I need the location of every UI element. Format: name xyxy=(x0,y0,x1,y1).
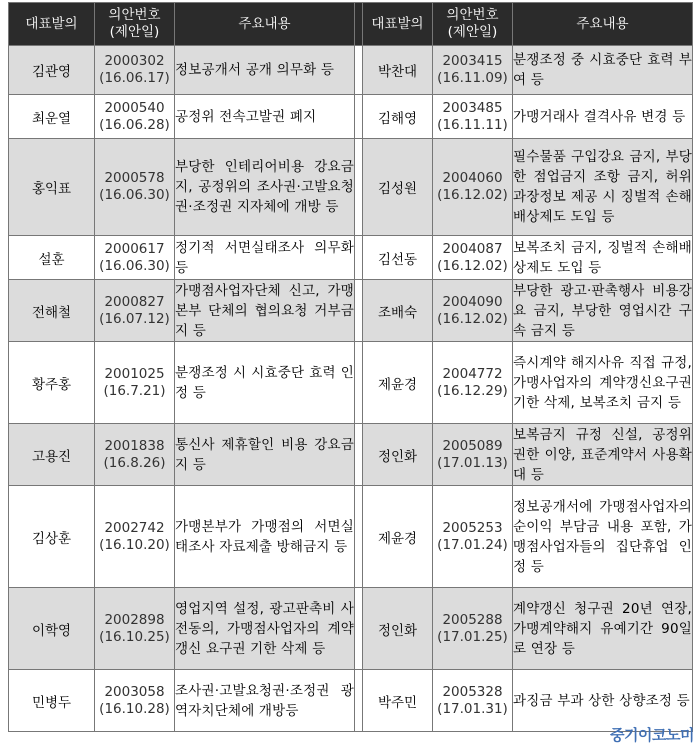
proposal-date: (17.01.13) xyxy=(437,454,508,471)
proposal-date: (16.8.26) xyxy=(103,454,166,471)
bill-number: 2005328 xyxy=(442,683,503,700)
proposer-name: 제윤경 xyxy=(363,342,433,424)
header-bill-no xyxy=(95,3,175,46)
proposer-name: 김관영 xyxy=(9,46,95,95)
bill-number-cell xyxy=(433,588,513,670)
column-separator xyxy=(355,46,363,95)
bill-content: 공정위 전속고발권 폐지 xyxy=(175,95,355,139)
proposal-date: (16.12.02) xyxy=(437,257,508,274)
table-row xyxy=(9,342,693,424)
bill-content: 가맹본부가 가맹점의 서면실태조사 자료제출 방해금지 등 xyxy=(175,486,355,588)
proposal-date: (16.10.20) xyxy=(99,536,170,553)
table-row xyxy=(9,670,693,732)
proposal-date: (16.06.28) xyxy=(99,116,170,133)
proposer-name: 김상훈 xyxy=(9,486,95,588)
column-separator xyxy=(355,486,363,588)
bill-number: 2001025 xyxy=(104,365,165,382)
proposer-name: 박주민 xyxy=(363,670,433,732)
bill-content: 조사권·고발요청권·조정권 광역자치단체에 개방등 xyxy=(175,670,355,732)
bill-content: 영업지역 설정, 광고판촉비 사전동의, 가맹점사업자의 계약갱신 요구권 기한 삭제 등 xyxy=(175,588,355,670)
proposer-name: 제윤경 xyxy=(363,486,433,588)
bill-number: 2004087 xyxy=(442,240,503,257)
column-separator xyxy=(355,3,363,46)
bill-number-cell xyxy=(433,139,513,236)
bill-number-cell xyxy=(95,342,175,424)
proposal-date: (16.12.02) xyxy=(437,187,508,203)
proposal-date: (16.7.21) xyxy=(103,382,166,399)
bill-number-cell xyxy=(433,95,513,139)
proposer-name: 정인화 xyxy=(363,424,433,486)
bill-content: 과징금 부과 상한 상향조정 등 xyxy=(513,670,693,732)
header-bill-no-label: 의안번호 xyxy=(108,7,161,23)
bill-content: 정보공개서 공개 의무화 등 xyxy=(175,46,355,95)
column-separator xyxy=(355,670,363,732)
bill-content: 보복조치 금지, 징벌적 손해배상제도 도입 등 xyxy=(513,236,693,280)
bill-number: 2003058 xyxy=(104,683,165,700)
bill-number-cell xyxy=(95,486,175,588)
bill-number-cell xyxy=(433,236,513,280)
proposer-name: 설훈 xyxy=(9,236,95,280)
bill-number-cell xyxy=(433,342,513,424)
proposer-name: 김선동 xyxy=(363,236,433,280)
publisher-credit: 중기이코노미 xyxy=(610,726,694,744)
table-row xyxy=(9,588,693,670)
bill-number: 2005288 xyxy=(442,611,503,628)
bill-number-cell xyxy=(95,424,175,486)
bill-number-cell xyxy=(433,670,513,732)
proposer-name: 최운열 xyxy=(9,95,95,139)
column-separator xyxy=(355,236,363,280)
bill-number-cell xyxy=(433,280,513,342)
proposer-name: 민병두 xyxy=(9,670,95,732)
bill-content: 부당한 광고·판촉행사 비용강요 금지, 부당한 영업시간 구속 금지 등 xyxy=(513,280,693,342)
bill-content: 가맹거래사 결격사유 변경 등 xyxy=(513,95,693,139)
bill-content: 필수물품 구입강요 금지, 부당한 점업금지 조항 금지, 허위과장정보 제공 시 징벌적 손해배상제도 도입 등 xyxy=(513,139,693,236)
bill-number-cell xyxy=(433,424,513,486)
column-separator xyxy=(355,424,363,486)
bill-number-cell xyxy=(95,46,175,95)
bill-table xyxy=(8,2,693,732)
column-separator xyxy=(355,280,363,342)
header-proposer: 대표발의 xyxy=(9,3,95,46)
table-row xyxy=(9,139,693,236)
bill-number-cell xyxy=(95,280,175,342)
header-content: 주요내용 xyxy=(175,3,355,46)
bill-number: 2001838 xyxy=(104,437,165,454)
bill-content: 부당한 인테리어비용 강요금지, 공정위의 조사권·고발요청권·조정권 지자체에 개방 등 xyxy=(175,139,355,236)
header-proposer: 대표발의 xyxy=(363,3,433,46)
bill-content: 분쟁조정 중 시효중단 효력 부여 등 xyxy=(513,46,693,95)
proposer-name: 홍익표 xyxy=(9,139,95,236)
bill-content: 정기적 서면실태조사 의무화 등 xyxy=(175,236,355,280)
proposal-date: (16.12.02) xyxy=(437,310,508,327)
bill-number: 2003485 xyxy=(442,99,503,116)
table-row xyxy=(9,280,693,342)
proposal-date: (16.06.17) xyxy=(99,70,170,86)
proposal-date: (17.01.25) xyxy=(437,628,508,645)
bill-number-cell xyxy=(95,670,175,732)
column-separator xyxy=(355,139,363,236)
header-date-label: (제안일) xyxy=(109,24,160,40)
proposer-name: 전해철 xyxy=(9,280,95,342)
bill-number: 2002742 xyxy=(104,519,165,536)
bill-number: 2004060 xyxy=(442,170,503,186)
bill-number: 2003415 xyxy=(442,53,503,69)
proposer-name: 김성원 xyxy=(363,139,433,236)
proposal-date: (16.11.09) xyxy=(437,70,508,86)
proposer-name: 조배숙 xyxy=(363,280,433,342)
proposer-name: 박찬대 xyxy=(363,46,433,95)
bill-content: 즉시계약 해지사유 직접 규정, 가맹사업자의 계약갱신요구권 기한 삭제, 보복조치 금지 등 xyxy=(513,342,693,424)
proposer-name: 김해영 xyxy=(363,95,433,139)
bill-number: 2000617 xyxy=(104,240,165,257)
bill-content: 분쟁조정 시 시효중단 효력 인정 등 xyxy=(175,342,355,424)
proposer-name: 황주홍 xyxy=(9,342,95,424)
header-date-label: (제안일) xyxy=(447,24,498,40)
bill-number: 2000827 xyxy=(104,293,165,310)
header-bill-no xyxy=(433,3,513,46)
proposer-name: 이학영 xyxy=(9,588,95,670)
bill-number: 2000578 xyxy=(104,170,165,186)
proposer-name: 고용진 xyxy=(9,424,95,486)
bill-number-cell xyxy=(95,139,175,236)
bill-number: 2005089 xyxy=(442,437,503,454)
proposal-date: (16.12.29) xyxy=(437,382,508,399)
bill-table-wrapper xyxy=(8,2,692,732)
bill-number-cell xyxy=(95,236,175,280)
header-content: 주요내용 xyxy=(513,3,693,46)
bill-number-cell xyxy=(95,588,175,670)
proposal-date: (16.10.28) xyxy=(99,700,170,717)
proposal-date: (16.06.30) xyxy=(99,187,170,203)
bill-content: 계약갱신 청구권 20년 연장, 가맹계약해지 유예기간 90일로 연장 등 xyxy=(513,588,693,670)
column-separator xyxy=(355,95,363,139)
bill-number: 2005253 xyxy=(442,519,503,536)
table-row xyxy=(9,95,693,139)
bill-number-cell xyxy=(95,95,175,139)
header-row xyxy=(9,3,693,46)
proposal-date: (17.01.24) xyxy=(437,536,508,553)
header-bill-no-label: 의안번호 xyxy=(446,7,499,23)
bill-content: 통신사 제휴할인 비용 강요금지 등 xyxy=(175,424,355,486)
column-separator xyxy=(355,342,363,424)
bill-number-cell xyxy=(433,46,513,95)
table-row xyxy=(9,46,693,95)
bill-content: 정보공개서에 가맹점사업자의 순이익 부담금 내용 포함, 가맹점사업자들의 집단휴업 인정 등 xyxy=(513,486,693,588)
proposal-date: (17.01.31) xyxy=(437,700,508,717)
bill-content: 보복금지 규정 신설, 공정위 권한 이양, 표준계약서 사용확대 등 xyxy=(513,424,693,486)
table-row xyxy=(9,236,693,280)
proposer-name: 정인화 xyxy=(363,588,433,670)
bill-number: 2004090 xyxy=(442,293,503,310)
bill-number: 2000302 xyxy=(104,53,165,69)
bill-number: 2002898 xyxy=(104,611,165,628)
column-separator xyxy=(355,588,363,670)
proposal-date: (16.11.11) xyxy=(437,116,508,133)
table-row xyxy=(9,424,693,486)
bill-content: 가맹점사업자단체 신고, 가맹본부 단체의 협의요청 거부금지 등 xyxy=(175,280,355,342)
table-row xyxy=(9,486,693,588)
proposal-date: (16.10.25) xyxy=(99,628,170,645)
bill-number: 2004772 xyxy=(442,365,503,382)
bill-number: 2000540 xyxy=(104,99,165,116)
proposal-date: (16.07.12) xyxy=(99,310,170,327)
bill-number-cell xyxy=(433,486,513,588)
proposal-date: (16.06.30) xyxy=(99,257,170,274)
